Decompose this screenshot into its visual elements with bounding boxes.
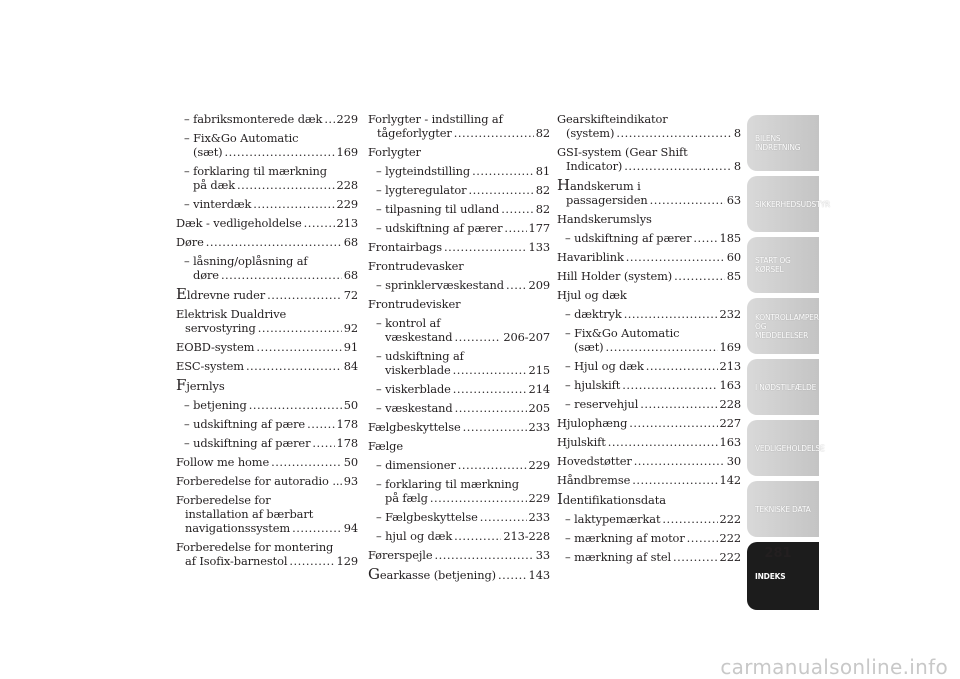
index-entry [368,567,550,582]
dot-leader [225,145,335,159]
section-tabs [747,115,830,615]
page-ref[interactable]: 68 [343,235,358,249]
index-entry [368,297,550,311]
page-ref[interactable]: 142 [719,473,741,487]
dot-leader [444,240,527,254]
index-entry [368,382,550,396]
entry-initial: H [557,176,570,194]
index-column-2 [368,112,550,587]
dot-leader [458,458,527,472]
section-tab[interactable] [747,298,819,354]
index-entry [368,316,550,344]
entry-text: – væskestand [376,401,453,415]
entry-text: – udskiftning af pærer [376,221,503,235]
page-ref[interactable]: 8 [733,159,741,173]
entry-text: Forberedelse for [176,493,271,507]
index-entry [176,164,358,192]
index-entry [557,397,741,411]
index-entry [176,340,358,354]
index-entry [176,474,358,488]
entry-text: – lygteindstilling [376,164,471,178]
index-entry [176,436,358,450]
entry-text: – Fix&Go Automatic [565,326,680,340]
dot-leader [673,550,718,564]
entry-initial: I [557,490,563,508]
dot-leader [629,416,717,430]
index-entry [557,492,741,507]
page-ref[interactable]: 82 [535,126,550,140]
index-entry [176,287,358,302]
entry-text: Frontrudevisker [368,297,461,311]
dot-leader [634,454,725,468]
page-ref[interactable]: 215 [528,363,550,377]
entry-text: tågeforlygter [377,126,452,140]
index-entry [368,420,550,434]
dot-leader [289,554,334,568]
entry-text: – forklaring til mærkning [376,477,519,491]
entry-text: Frontairbags [368,240,443,254]
index-entry [557,531,741,545]
entry-text: GSI-system (Gear Shift [557,145,688,159]
index-entry [557,435,741,449]
dot-leader [480,510,527,524]
tab-label: I NØDSTILFÆLDE [755,382,817,392]
index-entry [557,231,741,245]
dot-leader [472,164,534,178]
entry-text: Forberedelse for montering [176,540,334,554]
page-ref[interactable]: 30 [726,454,741,468]
dot-leader [506,278,527,292]
index-entry [368,477,550,505]
dot-leader [624,307,718,321]
page-ref[interactable]: 94 [343,521,358,535]
entry-text: – Fix&Go Automatic [184,131,299,145]
page-ref[interactable]: 222 [719,512,741,526]
index-entry [176,455,358,469]
section-tab[interactable] [747,115,819,171]
index-entry [368,240,550,254]
dot-leader [246,359,342,373]
page-ref[interactable]: 8 [733,126,741,140]
page-ref[interactable]: 205 [528,401,550,415]
page-ref[interactable]: 229 [528,491,550,505]
entry-text: Fjernlys [176,376,225,394]
entry-text: – mærkning af motor [565,531,685,545]
entry-text: Håndbremse [557,473,631,487]
entry-text: Fælge [368,439,404,453]
page-ref[interactable]: 206-207 [503,330,550,344]
index-entry [176,359,358,373]
index-entry [368,112,550,140]
index-entry [368,221,550,235]
page-ref[interactable]: 229 [528,458,550,472]
page-ref[interactable]: 163 [719,435,741,449]
entry-text: – reservehjul [565,397,639,411]
entry-text: Forberedelse for autoradio ... [176,474,343,488]
entry-text: – forklaring til mærkning [184,164,327,178]
index-entry [176,131,358,159]
page-ref[interactable]: 82 [535,183,550,197]
index-entry [557,359,741,373]
page-ref[interactable]: 33 [535,548,550,562]
entry-text: på dæk [193,178,236,192]
dot-leader [650,193,725,207]
index-entry [557,178,741,207]
index-entry [557,416,741,430]
entry-text: Handskerumslys [557,212,652,226]
page-ref[interactable]: 222 [719,550,741,564]
entry-initial: G [368,565,380,583]
dot-leader [271,455,342,469]
index-entry [368,401,550,415]
dot-leader [662,512,717,526]
entry-text: Hovedstøtter [557,454,632,468]
dot-leader [249,398,342,412]
dot-leader [430,491,527,505]
index-entry [557,326,741,354]
page-ref[interactable]: 213 [719,359,741,373]
entry-text: – lygteregulator [376,183,467,197]
index-entry [176,398,358,412]
entry-text: Hjulophæng [557,416,628,430]
section-tab[interactable] [747,359,819,415]
entry-text: Frontrudevasker [368,259,464,273]
dot-leader [469,183,534,197]
index-entry [176,417,358,431]
index-entry [176,493,358,535]
dot-leader [498,568,527,582]
page-ref[interactable]: 60 [726,250,741,264]
tab-label: KONTROLLAMPER OG MEDDELELSER [755,312,819,340]
index-column-3 [557,112,741,569]
index-entry [176,235,358,249]
entry-text: – udskiftning af pære [184,417,306,431]
entry-text: – udskiftning af pærer [565,231,692,245]
index-entry [368,510,550,524]
page-ref[interactable]: 222 [719,531,741,545]
tab-label: SIKKERHEDSUDSTYR [755,199,830,209]
index-entry [368,183,550,197]
index-entry [557,269,741,283]
index-entry [368,278,550,292]
page-ref[interactable]: 129 [336,554,358,568]
dot-leader [606,340,718,354]
entry-text: (sæt) [574,340,604,354]
entry-text: navigationssystem [185,521,291,535]
page-ref[interactable]: 81 [535,164,550,178]
dot-leader [258,321,342,335]
entry-text: – vinterdæk [184,197,252,211]
page-ref[interactable]: 50 [343,398,358,412]
page-ref[interactable]: 143 [528,568,550,582]
entry-initial: F [176,376,187,394]
dot-leader [454,126,534,140]
index-entry [176,307,358,335]
dot-leader [501,202,533,216]
page-ref[interactable]: 177 [528,221,550,235]
entry-initial: E [176,285,187,303]
index-entry [557,307,741,321]
index-entry [557,378,741,392]
index-entry [557,288,741,302]
entry-text: – Fælgbeskyttelse [376,510,478,524]
entry-text: Dæk - vedligeholdelse [176,216,302,230]
page-ref[interactable]: 85 [726,269,741,283]
index-entry [368,529,550,543]
entry-text: – tilpasning til udland [376,202,500,216]
tab-label: TEKNISKE DATA [755,504,811,514]
index-entry [368,349,550,377]
dot-leader [253,197,334,211]
dot-leader [624,159,732,173]
entry-text: EOBD-system [176,340,255,354]
index-entry [368,145,550,159]
entry-text: Indicator) [566,159,623,173]
page-ref[interactable]: 169 [719,340,741,354]
page-ref[interactable]: 233 [528,510,550,524]
entry-text: væskestand [385,330,453,344]
page-ref[interactable]: 228 [719,397,741,411]
index-entry [368,259,550,273]
entry-text: – udskiftning af pærer [184,436,311,450]
page-ref[interactable]: 163 [719,378,741,392]
entry-text: Gearkasse (betjening) [368,565,496,583]
dot-leader [304,216,335,230]
entry-text: – hjul og dæk [376,529,453,543]
entry-text: Hjulskift [557,435,606,449]
page-ref[interactable]: 133 [528,240,550,254]
page-ref[interactable]: 72 [343,288,358,302]
dot-leader [504,221,526,235]
page-ref[interactable]: 50 [343,455,358,469]
dot-leader [693,231,717,245]
page-ref[interactable]: 214 [528,382,550,396]
dot-leader [454,529,501,543]
dot-leader [267,288,342,302]
dot-leader [256,340,341,354]
section-tab[interactable] [747,237,819,293]
entry-text: – betjening [184,398,247,412]
entry-text: Havariblink [557,250,624,264]
entry-text: Identifikationsdata [557,490,666,508]
entry-text: installation af bærbart [185,507,314,521]
page-ref[interactable]: 227 [719,416,741,430]
dot-leader [687,531,718,545]
entry-text: – låsning/oplåsning af [184,254,308,268]
page-ref[interactable]: 93 [343,474,358,488]
index-entry [176,540,358,568]
entry-text: – hjulskift [565,378,621,392]
dot-leader [434,548,533,562]
entry-text: på fælg [385,491,428,505]
entry-text: – kontrol af [376,316,441,330]
tab-label: START OG KØRSEL [755,256,791,274]
entry-text: Handskerum i [557,176,641,194]
page-ref[interactable]: 169 [336,145,358,159]
index-entry [557,250,741,264]
dot-leader [324,112,334,126]
section-tab[interactable] [747,176,830,232]
entry-text: Førerspejle [368,548,433,562]
entry-text: – laktypemærkat [565,512,661,526]
dot-leader [455,401,527,415]
index-entry [557,454,741,468]
entry-text: ESC-system [176,359,244,373]
page-ref[interactable]: 232 [719,307,741,321]
dot-leader [608,435,718,449]
dot-leader [674,269,725,283]
index-column-1 [176,112,358,573]
dot-leader [646,359,718,373]
page-ref[interactable]: 63 [726,193,741,207]
section-tab[interactable] [747,420,825,476]
page-ref[interactable]: 185 [719,231,741,245]
tab-label: BILENS INDRETNING [755,134,801,152]
page-ref[interactable]: 213 [336,216,358,230]
dot-leader [312,436,334,450]
page-ref[interactable]: 213-228 [503,529,550,543]
index-entry [368,202,550,216]
page-ref[interactable]: 178 [336,417,358,431]
dot-leader [626,250,725,264]
index-entry [176,112,358,126]
dot-leader [640,397,717,411]
index-entry [176,197,358,211]
dot-leader [454,330,501,344]
index-entry [557,212,741,226]
entry-text: Hill Holder (system) [557,269,673,283]
index-entry [557,112,741,140]
entry-text: Elektrisk Dualdrive [176,307,287,321]
page-ref[interactable]: 92 [343,321,358,335]
entry-text: – sprinklervæskestand [376,278,504,292]
page-ref[interactable]: 209 [528,278,550,292]
page-number: 281 [764,546,792,561]
dot-leader [307,417,334,431]
dot-leader [221,268,342,282]
entry-text: – viskerblade [376,382,451,396]
entry-text: Forlygter - indstilling af [368,112,503,126]
page-ref[interactable]: 233 [528,420,550,434]
index-entry [557,145,741,173]
index-entry [176,216,358,230]
tab-label: VEDLIGEHOLDELSE [755,443,825,453]
index-entry [368,458,550,472]
index-entry [368,164,550,178]
entry-text: – Hjul og dæk [565,359,644,373]
index-entry [368,548,550,562]
entry-text: af Isofix-barnestol [185,554,288,568]
page-ref[interactable]: 68 [343,268,358,282]
entry-text: – dimensioner [376,458,456,472]
dot-leader [632,473,717,487]
entry-text: – fabriksmonterede dæk [184,112,323,126]
dot-leader [463,420,527,434]
page-ref[interactable]: 84 [343,359,358,373]
page-ref[interactable]: 228 [336,178,358,192]
dot-leader [453,382,527,396]
index-entry [557,473,741,487]
entry-text: – dæktryk [565,307,622,321]
entry-text: passagersiden [566,193,648,207]
entry-text: Gearskifteindikator [557,112,668,126]
entry-text: Forlygter [368,145,421,159]
entry-text: (sæt) [193,145,223,159]
entry-text: døre [193,268,219,282]
index-entry [557,550,741,564]
entry-text: Fælgbeskyttelse [368,420,461,434]
index-entry [176,254,358,282]
dot-leader [622,378,717,392]
entry-text: (system) [566,126,615,140]
watermark: carmanualsonline.info [720,655,948,679]
page-ref[interactable]: 82 [535,202,550,216]
entry-text: Hjul og dæk [557,288,627,302]
dot-leader [237,178,335,192]
page-ref[interactable]: 91 [343,340,358,354]
entry-text: servostyring [185,321,256,335]
entry-text: Follow me home [176,455,270,469]
index-entry [557,512,741,526]
page-ref[interactable]: 229 [336,197,358,211]
dot-leader [206,235,342,249]
entry-text: Eldrevne ruder [176,285,266,303]
page-ref[interactable]: 229 [336,112,358,126]
dot-leader [616,126,732,140]
section-tab[interactable] [747,481,819,537]
index-entry [368,439,550,453]
index-entry [176,378,358,393]
entry-text: viskerblade [385,363,451,377]
entry-text: Døre [176,235,204,249]
dot-leader [292,521,342,535]
entry-text: – udskiftning af [376,349,464,363]
page-ref[interactable]: 178 [336,436,358,450]
entry-text: – mærkning af stel [565,550,672,564]
dot-leader [453,363,527,377]
tab-label: INDEKS [755,571,786,581]
